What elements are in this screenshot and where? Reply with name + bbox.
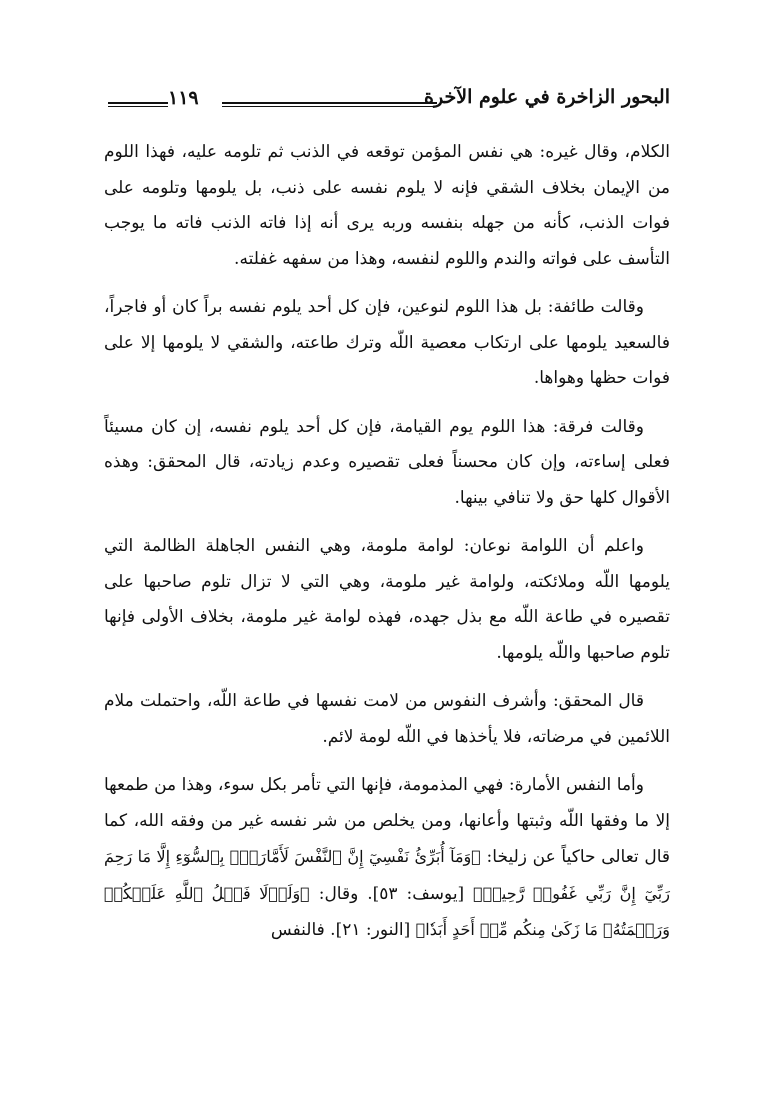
header-rule-short bbox=[108, 102, 168, 107]
body-text bbox=[104, 135, 670, 949]
quran-verse-nur: ﴿وَلَوۡلَا فَضۡلُ ٱللَّهِ عَلَيۡكُمۡ وَرَحۡمَتُهُۥ مَا زَكَىٰ مِنكُم مِّنۡ أَحَدٍ أَبَدٗا﴾ bbox=[104, 883, 670, 939]
page-number: ١١٩ bbox=[168, 87, 199, 109]
citation-nur: [النور: ٢١]. فالنفس bbox=[270, 920, 416, 940]
paragraph-2: وقالت طائفة: بل هذا اللوم لنوعين، فإن كل أحد يلوم نفسه براً كان أو فاجراً، فالسعيد يلومها على ارتكاب معصية اللّه وترك طاعته، والشقي لا يلومها إلا على فوات حظها وهواها. bbox=[104, 297, 670, 388]
book-title: البحور الزاخرة في علوم الآخرة bbox=[424, 86, 670, 108]
paragraph-6-text: وأما النفس الأمارة: فهي المذمومة، فإنها التي تأمر بكل سوء، وهذا من طمعها إلا ما وفقها اللّه وثبتها وأعانها، ومن يخلص من شر نفسه غير من وفقه الله، كما قال تعالى حاكياً عن زليخا: bbox=[104, 775, 671, 867]
header-rule-long bbox=[222, 102, 437, 107]
paragraph-3: وقالت فرقة: هذا اللوم يوم القيامة، فإن كل أحد يلوم نفسه، إن كان مسيئاً فعلى إساءته، وإن كان محسناً فعلى تقصيره وعدم زيادته، قال المحقق: وهذه الأقوال كلها حق ولا تنافي بينها. bbox=[104, 416, 670, 508]
page-header bbox=[104, 82, 670, 118]
citation-yusuf: [يوسف: ٥٣]. وقال: bbox=[309, 883, 474, 904]
paragraph-6 bbox=[104, 768, 670, 949]
quran-verse-yusuf: ﴿وَمَآ أُبَرِّئُ نَفْسِيٓ إِنَّ ٱلنَّفْسَ لَأَمَّارَةُۢ بِٱلسُّوٓءِ إِلَّا مَا رَحِمَ رَبِّيٓ إِنَّ رَبِّي غَفُورٞ رَّحِيمٞ﴾ bbox=[104, 847, 670, 903]
paragraph-5: قال المحقق: وأشرف النفوس من لامت نفسها في طاعة اللّه، واحتملت ملام اللائمين في مرضاته، فلا يأخذها في اللّه لومة لائم. bbox=[104, 691, 670, 747]
paragraph-1: الكلام، وقال غيره: هي نفس المؤمن توقعه في الذنب ثم تلومه عليه، فهذا اللوم من الإيمان بخلاف الشقي فإنه لا يلوم نفسه على ذنب، بل يلومها وتلومه على فوات الذنب، كأنه من جهله بنفسه وربه يرى أنه إذا فاته الذنب فاته ما يوجب التأسف على فواته والندم واللوم لنفسه، وهذا من سفهه غفلته. bbox=[104, 142, 670, 269]
paragraph-4: واعلم أن اللوامة نوعان: لوامة ملومة، وهي النفس الجاهلة الظالمة التي يلومها اللّه وملائكته، ولوامة غير ملومة، وهي التي لا تزال تلوم صاحبها على تقصيره في طاعة اللّه مع بذل جهده، فهذه لوامة غير ملومة، بخلاف الأولى فإنها تلوم صاحبها واللّه يلومها. bbox=[104, 536, 670, 663]
